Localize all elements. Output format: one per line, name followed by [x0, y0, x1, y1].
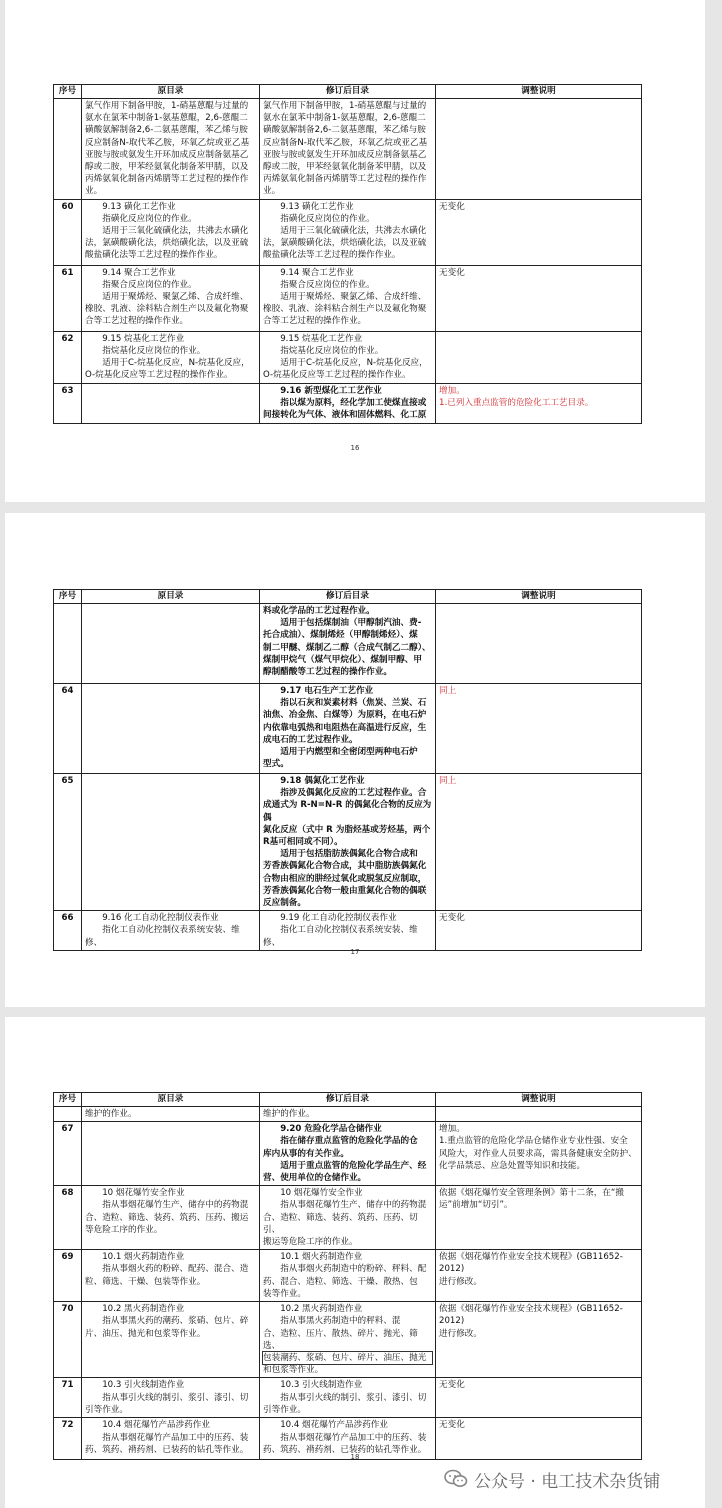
text-line: 适用于C-烷基化反应，N-烷基化反应，	[85, 358, 250, 369]
text-line: 指从事烟花爆竹生产、储存中的药物混	[263, 1200, 427, 1211]
text-line: 指从事引火线的制引、浆引、漆引、切	[85, 1392, 249, 1403]
text-line: 9.13 磺化工艺作业	[263, 201, 354, 212]
text-line: 同上	[439, 686, 457, 696]
text-line: 9.14 聚合工艺作业	[263, 267, 354, 278]
text-line: 合物由相应的肼经过氧化或脱氢反应制取，	[263, 873, 427, 884]
text-line: 合、造粒、压片、散热、碎片、抛光、筛选、	[263, 1328, 418, 1351]
text-line: 适用于重点监管的危险化学品生产、经	[263, 1160, 427, 1171]
text-line: 指从事烟花爆竹产品加工中的压药、装	[85, 1432, 249, 1443]
text-line: 指以煤为原料，经化学加工使煤直接或	[263, 397, 427, 408]
original-cell	[82, 331, 260, 383]
note-cell	[436, 1122, 642, 1186]
text-line: 成通式为 R-N=N-R 的偶氮化合物的反应为偶	[263, 800, 432, 823]
note-cell	[436, 1250, 642, 1302]
text-line: 适用于包括煤制油（甲醇制汽油、费-	[263, 618, 422, 629]
revised-cell	[260, 684, 436, 774]
row-seq: 72	[54, 1418, 82, 1460]
text-line: 酸盐磺化法等工艺过程的操作作业。	[263, 250, 401, 261]
text-line: 10.4 烟花爆竹产品涉药作业	[85, 1420, 210, 1431]
text-line: 9.19 化工自动化控制仪表作业	[263, 913, 397, 924]
row-seq: 71	[54, 1378, 82, 1418]
text-line: 托合成油）、煤制烯烃（甲醇制烯烃）、煤	[263, 630, 418, 641]
text-line: 指烷基化反应岗位的作业。	[263, 345, 384, 356]
original-cell	[82, 911, 260, 951]
text-line: 氯气作用下制备甲胺，1-硝基蒽醌与过量的	[263, 101, 427, 111]
text-line: 粒、筛选、干燥、包装等作业。	[85, 1276, 206, 1287]
header-revised: 修订后目录	[260, 85, 436, 99]
note-cell	[436, 199, 642, 265]
text-line: 合、造粒、筛选、装药、筑药、压药、搬运	[85, 1212, 249, 1223]
table-header-row	[54, 590, 642, 604]
row-seq: 63	[54, 383, 82, 423]
revised-cell	[260, 1250, 436, 1302]
original-cell	[82, 1378, 260, 1418]
text-line: 营、使用单位的仓储作业。	[263, 1173, 367, 1184]
header-note: 调整说明	[436, 590, 642, 604]
text-line: 指从事烟花爆竹产品加工中的压药、装	[263, 1432, 427, 1443]
text-line: 10.2 黑火药制造作业	[85, 1304, 185, 1315]
page-number: 18	[350, 1453, 360, 1461]
text-line: 指化工自动化控制仪表系统安装、维修、	[85, 925, 240, 948]
note-cell	[436, 1107, 642, 1122]
text-line: 适用于三氧化硫磺化法，共沸去水磺化	[85, 226, 249, 237]
text-line: 煤制甲烷气（煤气甲烷化）、煤制甲醇、甲	[263, 654, 422, 665]
text-line: 适用于聚烯烃、聚氯乙烯、合成纤维、	[263, 292, 427, 303]
original-cell	[82, 684, 260, 774]
text-line: 9.15 烷基化工艺作业	[263, 333, 363, 344]
text-line: 9.16 新型煤化工工艺作业	[263, 385, 382, 396]
text-line: 库内从事的有关作业。	[263, 1148, 349, 1159]
row-seq: 66	[54, 911, 82, 951]
original-cell	[82, 199, 260, 265]
revised-cell	[260, 99, 436, 200]
text-line: 片、油压、抛光和包浆等作业。	[85, 1328, 206, 1339]
table-row	[54, 199, 642, 265]
header-seq: 序号	[54, 1093, 82, 1107]
header-original: 原目录	[82, 590, 260, 604]
note-cell	[436, 604, 642, 684]
original-cell	[82, 99, 260, 200]
text-line: 维护的作业。	[263, 1109, 315, 1119]
text-line: 10.1 烟火药制造作业	[85, 1252, 185, 1263]
text-line: O-烷基化反应等工艺过程的操作作业。	[263, 370, 411, 381]
text-line: 适用于聚烯烃、聚氯乙烯、合成纤维、	[85, 292, 249, 303]
page-number: 16	[350, 444, 360, 452]
table-row	[54, 383, 642, 423]
note-cell	[436, 383, 642, 423]
text-line: 氮化反应（式中 R 为脂烃基或芳烃基，两个	[263, 824, 431, 835]
row-seq: 69	[54, 1250, 82, 1302]
text-line: 法，氯磺酸磺化法，烘焙磺化法，以及亚硫	[85, 238, 249, 249]
text-line: 等危险工序的作业。	[85, 1224, 163, 1235]
original-cell	[82, 265, 260, 331]
original-cell	[82, 604, 260, 684]
text-line: 适用于内燃型和全密闭型两种电石炉	[263, 747, 418, 758]
text-line: 10.2 黑火药制造作业	[263, 1304, 363, 1315]
row-seq: 60	[54, 199, 82, 265]
header-original: 原目录	[82, 1093, 260, 1107]
note-cell	[436, 265, 642, 331]
text-line: 药、混合、造粒、筛选、干燥、散热、包	[263, 1276, 418, 1287]
text-line: 搬运等危险工序的作业。	[263, 1237, 358, 1248]
text-line: 9.14 聚合工艺作业	[85, 267, 176, 278]
text-line: 合、造粒、筛选、装药、筑药、压药、切引、	[263, 1212, 418, 1235]
text-line: 依据《烟花爆竹作业安全技术规程》(GB11652-2012)	[439, 1252, 623, 1275]
text-line: 成电石的工艺过程作业。	[263, 734, 358, 745]
text-line: 氯气作用下制备甲胺，1-硝基蒽醌与过量的	[85, 101, 249, 111]
text-line: 反应制备N-取代苯乙胺，环氧乙烷或亚乙基	[85, 137, 250, 148]
table-header-row	[54, 85, 642, 99]
text-line: 油焦、冶金焦、白煤等）为原料，在电石炉	[263, 710, 427, 721]
text-line: 无变化	[439, 1420, 465, 1431]
table-row	[54, 331, 642, 383]
text-line: 9.17 电石生产工艺作业	[263, 686, 374, 696]
text-line: 指从事烟火药的粉碎、配药、混合、造	[85, 1264, 249, 1275]
row-seq: 62	[54, 331, 82, 383]
text-line: 指从事烟花爆竹生产、储存中的药物混	[85, 1200, 249, 1211]
revised-cell	[260, 1122, 436, 1186]
revised-cell	[260, 604, 436, 684]
text-line: 丙烯氨氧化制备丙烯腈等工艺过程的操作作	[263, 174, 427, 185]
text-line: 氨水在氯苯中制备1-氨基蒽醌，2,6-蒽醌二	[85, 113, 248, 124]
note-cell	[436, 1186, 642, 1250]
text-line: 制二甲醚、煤制乙二醇（合成气制乙二醇）、	[263, 642, 431, 653]
text-line: 指从事黑火药制造中的秤料、混	[263, 1316, 401, 1327]
text-line: 醇或二胺，甲苯经氨氧化制备苯甲腈，以及	[85, 162, 249, 173]
row-seq: 61	[54, 265, 82, 331]
text-line: 磺酸氨解制备2,6-二氨基蒽醌，苯乙烯与胺	[85, 125, 248, 136]
text-line: 无变化	[439, 267, 465, 278]
note-cell	[436, 99, 642, 200]
revised-cell	[260, 1107, 436, 1122]
original-cell	[82, 383, 260, 423]
text-line: 指化工自动化控制仪表系统安装、维修、	[263, 925, 418, 948]
document-page-17	[5, 513, 705, 1007]
text-line: 1.已列入重点监管的危险化工工艺目录。	[439, 397, 594, 408]
text-line: 业。	[85, 186, 103, 197]
text-line: 9.18 偶氮化工艺作业	[263, 776, 365, 786]
text-line: 醇或二胺，甲苯经氨氧化制备苯甲腈，以及	[263, 162, 427, 173]
revised-cell	[260, 1302, 436, 1378]
text-line: 料或化学品的工艺过程作业。	[263, 606, 375, 616]
header-seq: 序号	[54, 590, 82, 604]
text-line: O-烷基化反应等工艺过程的操作作业。	[85, 370, 233, 381]
text-line: 10.4 烟花爆竹产品涉药作业	[263, 1420, 388, 1431]
text-line: 增加。	[439, 1124, 465, 1135]
text-line: 无变化	[439, 1380, 465, 1391]
text-line: 指从事引火线的制引、浆引、漆引、切	[263, 1392, 427, 1403]
text-line: 运”前增加“切引”。	[439, 1200, 513, 1211]
text-line: 9.16 化工自动化控制仪表作业	[85, 913, 219, 924]
table-row	[54, 774, 642, 911]
text-line: 橡胶、乳液、涂料粘合剂生产以及氟化物聚	[85, 304, 249, 315]
header-seq: 序号	[54, 85, 82, 99]
text-line: 指烷基化反应岗位的作业。	[85, 345, 206, 356]
text-line: 指涉及偶氮化反应的工艺过程作业。合	[263, 788, 427, 799]
text-line: 9.13 磺化工艺作业	[85, 201, 176, 212]
text-line: 药、筑药、褙药剂、已装药的钻孔等作业。	[85, 1444, 249, 1455]
revised-cell	[260, 199, 436, 265]
text-line: 法，氯磺酸磺化法，烘焙磺化法，以及亚硫	[263, 238, 427, 249]
text-line: 10 烟花爆竹安全作业	[263, 1188, 363, 1199]
text-line: 亚胺与胺或氨发生开环加成反应制备氨基乙	[85, 149, 249, 160]
note-cell	[436, 1302, 642, 1378]
table-row	[54, 1122, 642, 1186]
text-line: 业。	[263, 186, 281, 197]
original-cell	[82, 774, 260, 911]
page-number: 17	[350, 948, 360, 956]
text-line: 包装潮药、浆硝、包片、碎片、油压、抛光	[263, 1352, 432, 1364]
text-line: 和包浆等作业。	[263, 1365, 324, 1376]
table-row	[54, 265, 642, 331]
revised-cell	[260, 383, 436, 423]
table-row	[54, 1186, 642, 1250]
text-line: 内依靠电弧热和电阻热在高温进行反应，生	[263, 722, 427, 733]
text-line: 芳香族偶氮化合物一般由重氮化合物的偶联	[263, 885, 427, 896]
text-line: 指在储存重点监管的危险化学品的仓	[263, 1136, 418, 1147]
revised-cell	[260, 774, 436, 911]
table-row	[54, 911, 642, 951]
table-row	[54, 99, 642, 200]
text-line: 指从事烟火药制造中的粉碎、秤料、配	[263, 1264, 427, 1275]
revised-cell	[260, 1186, 436, 1250]
text-line: 无变化	[439, 201, 465, 212]
text-line: 引等作业。	[263, 1404, 306, 1415]
text-line: 指磺化反应岗位的作业。	[263, 213, 375, 224]
note-cell	[436, 684, 642, 774]
note-cell	[436, 1378, 642, 1418]
text-line: 指聚合反应岗位的作业。	[263, 279, 375, 290]
row-seq: 64	[54, 684, 82, 774]
text-line: 反应制备N-取代苯乙胺，环氧乙烷或亚乙基	[263, 137, 428, 148]
text-line: 磺酸氨解制备2,6-二氨基蒽醌，苯乙烯与胺	[263, 125, 426, 136]
row-seq	[54, 604, 82, 684]
text-line: 引等作业。	[85, 1404, 128, 1415]
text-line: 适用于C-烷基化反应，N-烷基化反应，	[263, 358, 428, 369]
text-line: 化学品禁忌、应急处置等知识和技能。	[439, 1160, 586, 1171]
revised-cell	[260, 911, 436, 951]
table-row	[54, 684, 642, 774]
revised-cell	[260, 331, 436, 383]
table-header-row	[54, 1093, 642, 1107]
text-line: 氨水在氯苯中制备1-氨基蒽醌，2,6-蒽醌二	[263, 113, 426, 124]
original-cell	[82, 1186, 260, 1250]
text-line: 指以石灰和炭素材料（焦炭、兰炭、石	[263, 698, 427, 709]
text-line: 10 烟花爆竹安全作业	[85, 1188, 185, 1199]
table-row	[54, 604, 642, 684]
text-line: 10.3 引火线制造作业	[263, 1380, 363, 1391]
text-line: 适用于包括脂肪族偶氮化合物合成和	[263, 849, 418, 860]
note-cell	[436, 331, 642, 383]
text-line: 亚胺与胺或氨发生开环加成反应制备氨基乙	[263, 149, 427, 160]
table-row	[54, 1250, 642, 1302]
original-cell	[82, 1302, 260, 1378]
text-line: 指从事黑火药的潮药、浆硝、包片、碎	[85, 1316, 249, 1327]
header-note: 调整说明	[436, 1093, 642, 1107]
text-line: 指聚合反应岗位的作业。	[85, 279, 197, 290]
text-line: 依据《烟花爆竹作业安全技术规程》(GB11652-2012)	[439, 1304, 623, 1327]
text-line: 进行修改。	[439, 1276, 482, 1287]
text-line: 合等工艺过程的操作作业。	[85, 316, 189, 327]
header-note: 调整说明	[436, 85, 642, 99]
note-cell	[436, 911, 642, 951]
document-page-18	[5, 1017, 705, 1508]
text-line: 9.15 烷基化工艺作业	[85, 333, 185, 344]
revised-cell	[260, 265, 436, 331]
original-cell	[82, 1107, 260, 1122]
catalog-table	[53, 84, 642, 424]
text-line: 9.20 危险化学品仓储作业	[263, 1124, 382, 1135]
table-row	[54, 1107, 642, 1122]
text-line: 装等作业。	[263, 1288, 306, 1299]
row-seq: 70	[54, 1302, 82, 1378]
text-line: 增加。	[439, 385, 465, 396]
catalog-table	[53, 1092, 642, 1460]
text-line: 橡胶、乳液、涂料粘合剂生产以及氟化物聚	[263, 304, 427, 315]
text-line: 依据《烟花爆竹安全管理条例》第十二条，在“搬	[439, 1188, 624, 1199]
note-cell	[436, 774, 642, 911]
text-line: R基可相同或不同）。	[263, 837, 343, 848]
header-revised: 修订后目录	[260, 1093, 436, 1107]
header-revised: 修订后目录	[260, 590, 436, 604]
text-line: 指磺化反应岗位的作业。	[85, 213, 197, 224]
table-row	[54, 1378, 642, 1418]
text-line: 10.3 引火线制造作业	[85, 1380, 185, 1391]
text-line: 维护的作业。	[85, 1109, 137, 1119]
text-line: 型式。	[263, 759, 289, 770]
text-line: 进行修改。	[439, 1328, 482, 1339]
text-line: 适用于三氧化硫磺化法，共沸去水磺化	[263, 226, 427, 237]
text-line: 芳香族偶氮化合物合成，其中脂肪族偶氮化	[263, 861, 427, 872]
original-cell	[82, 1250, 260, 1302]
text-line: 1.重点监管的危险化学品仓储作业专业性强、安全	[439, 1136, 628, 1147]
header-original: 原目录	[82, 85, 260, 99]
document-page-16	[5, 0, 705, 502]
row-seq: 67	[54, 1122, 82, 1186]
text-line: 无变化	[439, 913, 465, 924]
text-line: 风险大，对作业人员要求高，需具备健康安全防护、	[439, 1148, 637, 1159]
original-cell	[82, 1122, 260, 1186]
table-row	[54, 1302, 642, 1378]
wechat-icon	[444, 1469, 468, 1489]
watermark	[444, 1465, 714, 1493]
catalog-table	[53, 589, 642, 951]
text-line: 合等工艺过程的操作作业。	[263, 316, 367, 327]
text-line: 药、筑药、褙药剂、已装药的钻孔等作业。	[263, 1444, 427, 1455]
row-seq	[54, 1107, 82, 1122]
text-line: 间接转化为气体、液体和固体燃料、化工原	[263, 410, 427, 421]
row-seq	[54, 99, 82, 200]
text-line: 醇制醋酸等工艺过程的操作作业。	[263, 667, 392, 678]
row-seq: 65	[54, 774, 82, 911]
text-line: 10.1 烟火药制造作业	[263, 1252, 363, 1263]
revised-cell	[260, 1378, 436, 1418]
text-line: 反应制备。	[263, 898, 306, 909]
text-line: 酸盐磺化法等工艺过程的操作作业。	[85, 250, 223, 261]
text-line: 丙烯氨氧化制备丙烯腈等工艺过程的操作作	[85, 174, 249, 185]
row-seq: 68	[54, 1186, 82, 1250]
text-line: 同上	[439, 776, 457, 786]
watermark-text: 公众号 · 电工技术杂货铺	[474, 1471, 661, 1492]
